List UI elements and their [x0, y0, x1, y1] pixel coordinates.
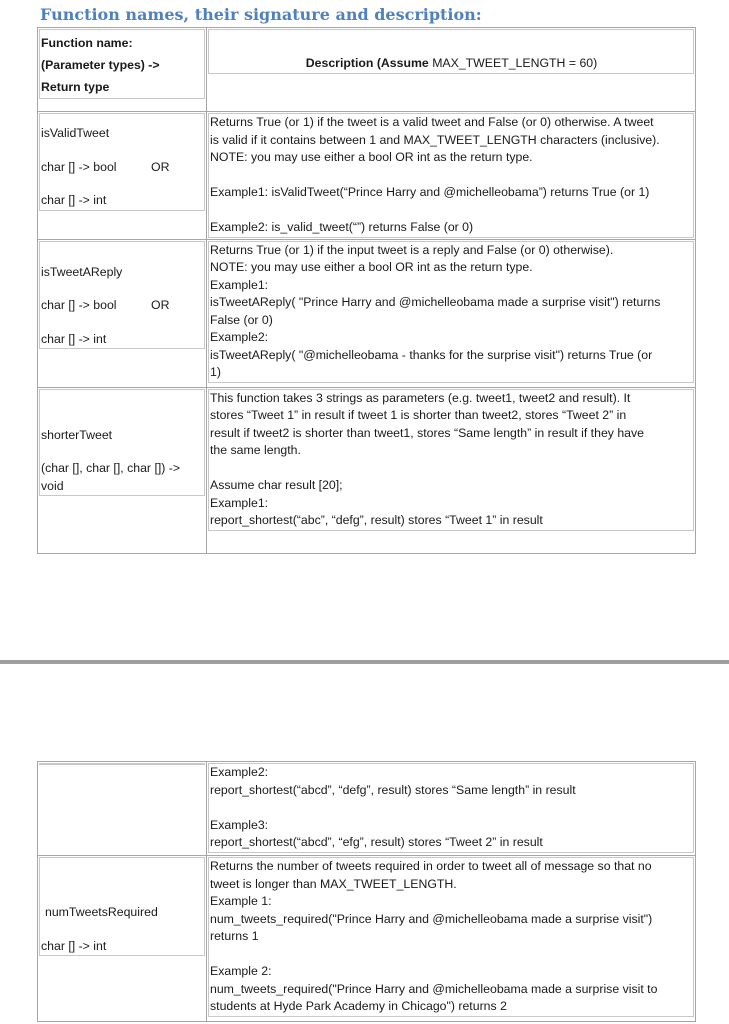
desc-line: NOTE: you may use either a bool OR int as the return type. [210, 260, 533, 274]
table-row [38, 239, 696, 387]
signature-int: char [] -> int [41, 193, 107, 207]
desc-line: Example 2: [210, 964, 272, 978]
desc-line: NOTE: you may use either a bool OR int as the return type. [210, 150, 533, 164]
desc-line: Example1: [210, 277, 269, 292]
header-parameter-types: (Parameter types) -> [41, 58, 160, 72]
desc-line: report_shortest(“abc”, “defg”, result) stores “Tweet 1” in result [210, 513, 543, 527]
desc-line: Returns the number of tweets required in order to tweet all of message so that no [210, 859, 652, 873]
function-name: numTweetsRequired [45, 905, 158, 919]
desc-line: Assume char result [20]; [210, 478, 343, 492]
desc-line: stores “Tweet 1” in result if tweet 1 is shorter than tweet2, stores “Tweet 2” in [210, 408, 627, 422]
function-name: shorterTweet [41, 427, 113, 442]
desc-line: report_shortest(“abcd”, “efg”, result) stores “Tweet 2” in result [210, 835, 543, 849]
desc-line: isTweetAReply( "@michelleobama - thanks for the surprise visit") returns True (or [210, 347, 653, 362]
header-max-length: MAX_TWEET_LENGTH = 60) [432, 56, 598, 70]
page-heading: Function names, their signature and description: [40, 5, 482, 24]
page-divider [0, 660, 729, 664]
table-row [38, 762, 696, 856]
desc-line: Example2: [210, 330, 269, 344]
signature-params: (char [], char [], char []) -> [41, 461, 181, 475]
desc-line: Example2: [210, 765, 269, 779]
desc-line: num_tweets_required("Prince Harry and @michelleobama made a surprise visit to [210, 981, 658, 996]
signature-return: void [41, 478, 64, 493]
signature-int: char [] -> int [41, 938, 107, 953]
desc-line: Example2: is_valid_tweet(“”) returns False (or 0) [210, 220, 474, 234]
signature-int: char [] -> int [41, 331, 107, 346]
table-header-row [38, 28, 696, 112]
desc-line: 1) [210, 365, 221, 379]
desc-line: num_tweets_required("Prince Harry and @michelleobama made a surprise visit") [210, 911, 653, 926]
table-row [38, 387, 696, 553]
desc-line: isTweetAReply( "Prince Harry and @michelleobama made a surprise visit") returns [210, 295, 661, 309]
desc-line: False (or 0) [210, 312, 273, 327]
header-function-name: Function name: [41, 36, 133, 50]
desc-line: Returns True (or 1) if the tweet is a valid tweet and False (or 0) otherwise. A tweet [210, 115, 654, 129]
desc-line: Example 1: [210, 894, 272, 908]
desc-line: returns 1 [210, 929, 259, 943]
desc-line: is valid if it contains between 1 and MAX_TWEET_LENGTH characters (inclusive). [210, 132, 660, 147]
table-row [38, 856, 696, 1022]
desc-line: Example1: [210, 495, 269, 510]
desc-line: Example3: [210, 817, 269, 832]
functions-table-part-1 [37, 27, 696, 554]
signature-bool: char [] -> bool [41, 159, 117, 174]
desc-line: result if tweet2 is shorter than tweet1, stores “Same length” in result if they have [210, 425, 645, 440]
or-label: OR [151, 159, 170, 174]
desc-line: Example1: isValidTweet(“Prince Harry and @michelleobama”) returns True (or 1) [210, 185, 650, 199]
desc-line: the same length. [210, 443, 301, 457]
or-label: OR [151, 298, 170, 312]
desc-line: Returns True (or 1) if the input tweet is a reply and False (or 0) otherwise). [210, 242, 614, 257]
desc-line: students at Hyde Park Academy in Chicago") returns 2 [210, 999, 507, 1013]
function-name: isValidTweet [41, 126, 110, 140]
desc-line: tweet is longer than MAX_TWEET_LENGTH. [210, 876, 457, 891]
functions-table-part-2 [37, 761, 696, 1022]
signature-bool: char [] -> bool [41, 298, 117, 312]
desc-line: report_shortest(“abcd”, “defg”, result) stores “Same length” in result [210, 782, 576, 797]
header-description: Description (Assume [305, 56, 433, 70]
function-name: isTweetAReply [41, 264, 123, 279]
table-row [38, 112, 696, 240]
desc-line: This function takes 3 strings as parameters (e.g. tweet1, tweet2 and result). It [210, 390, 631, 405]
header-return-type: Return type [41, 80, 110, 94]
